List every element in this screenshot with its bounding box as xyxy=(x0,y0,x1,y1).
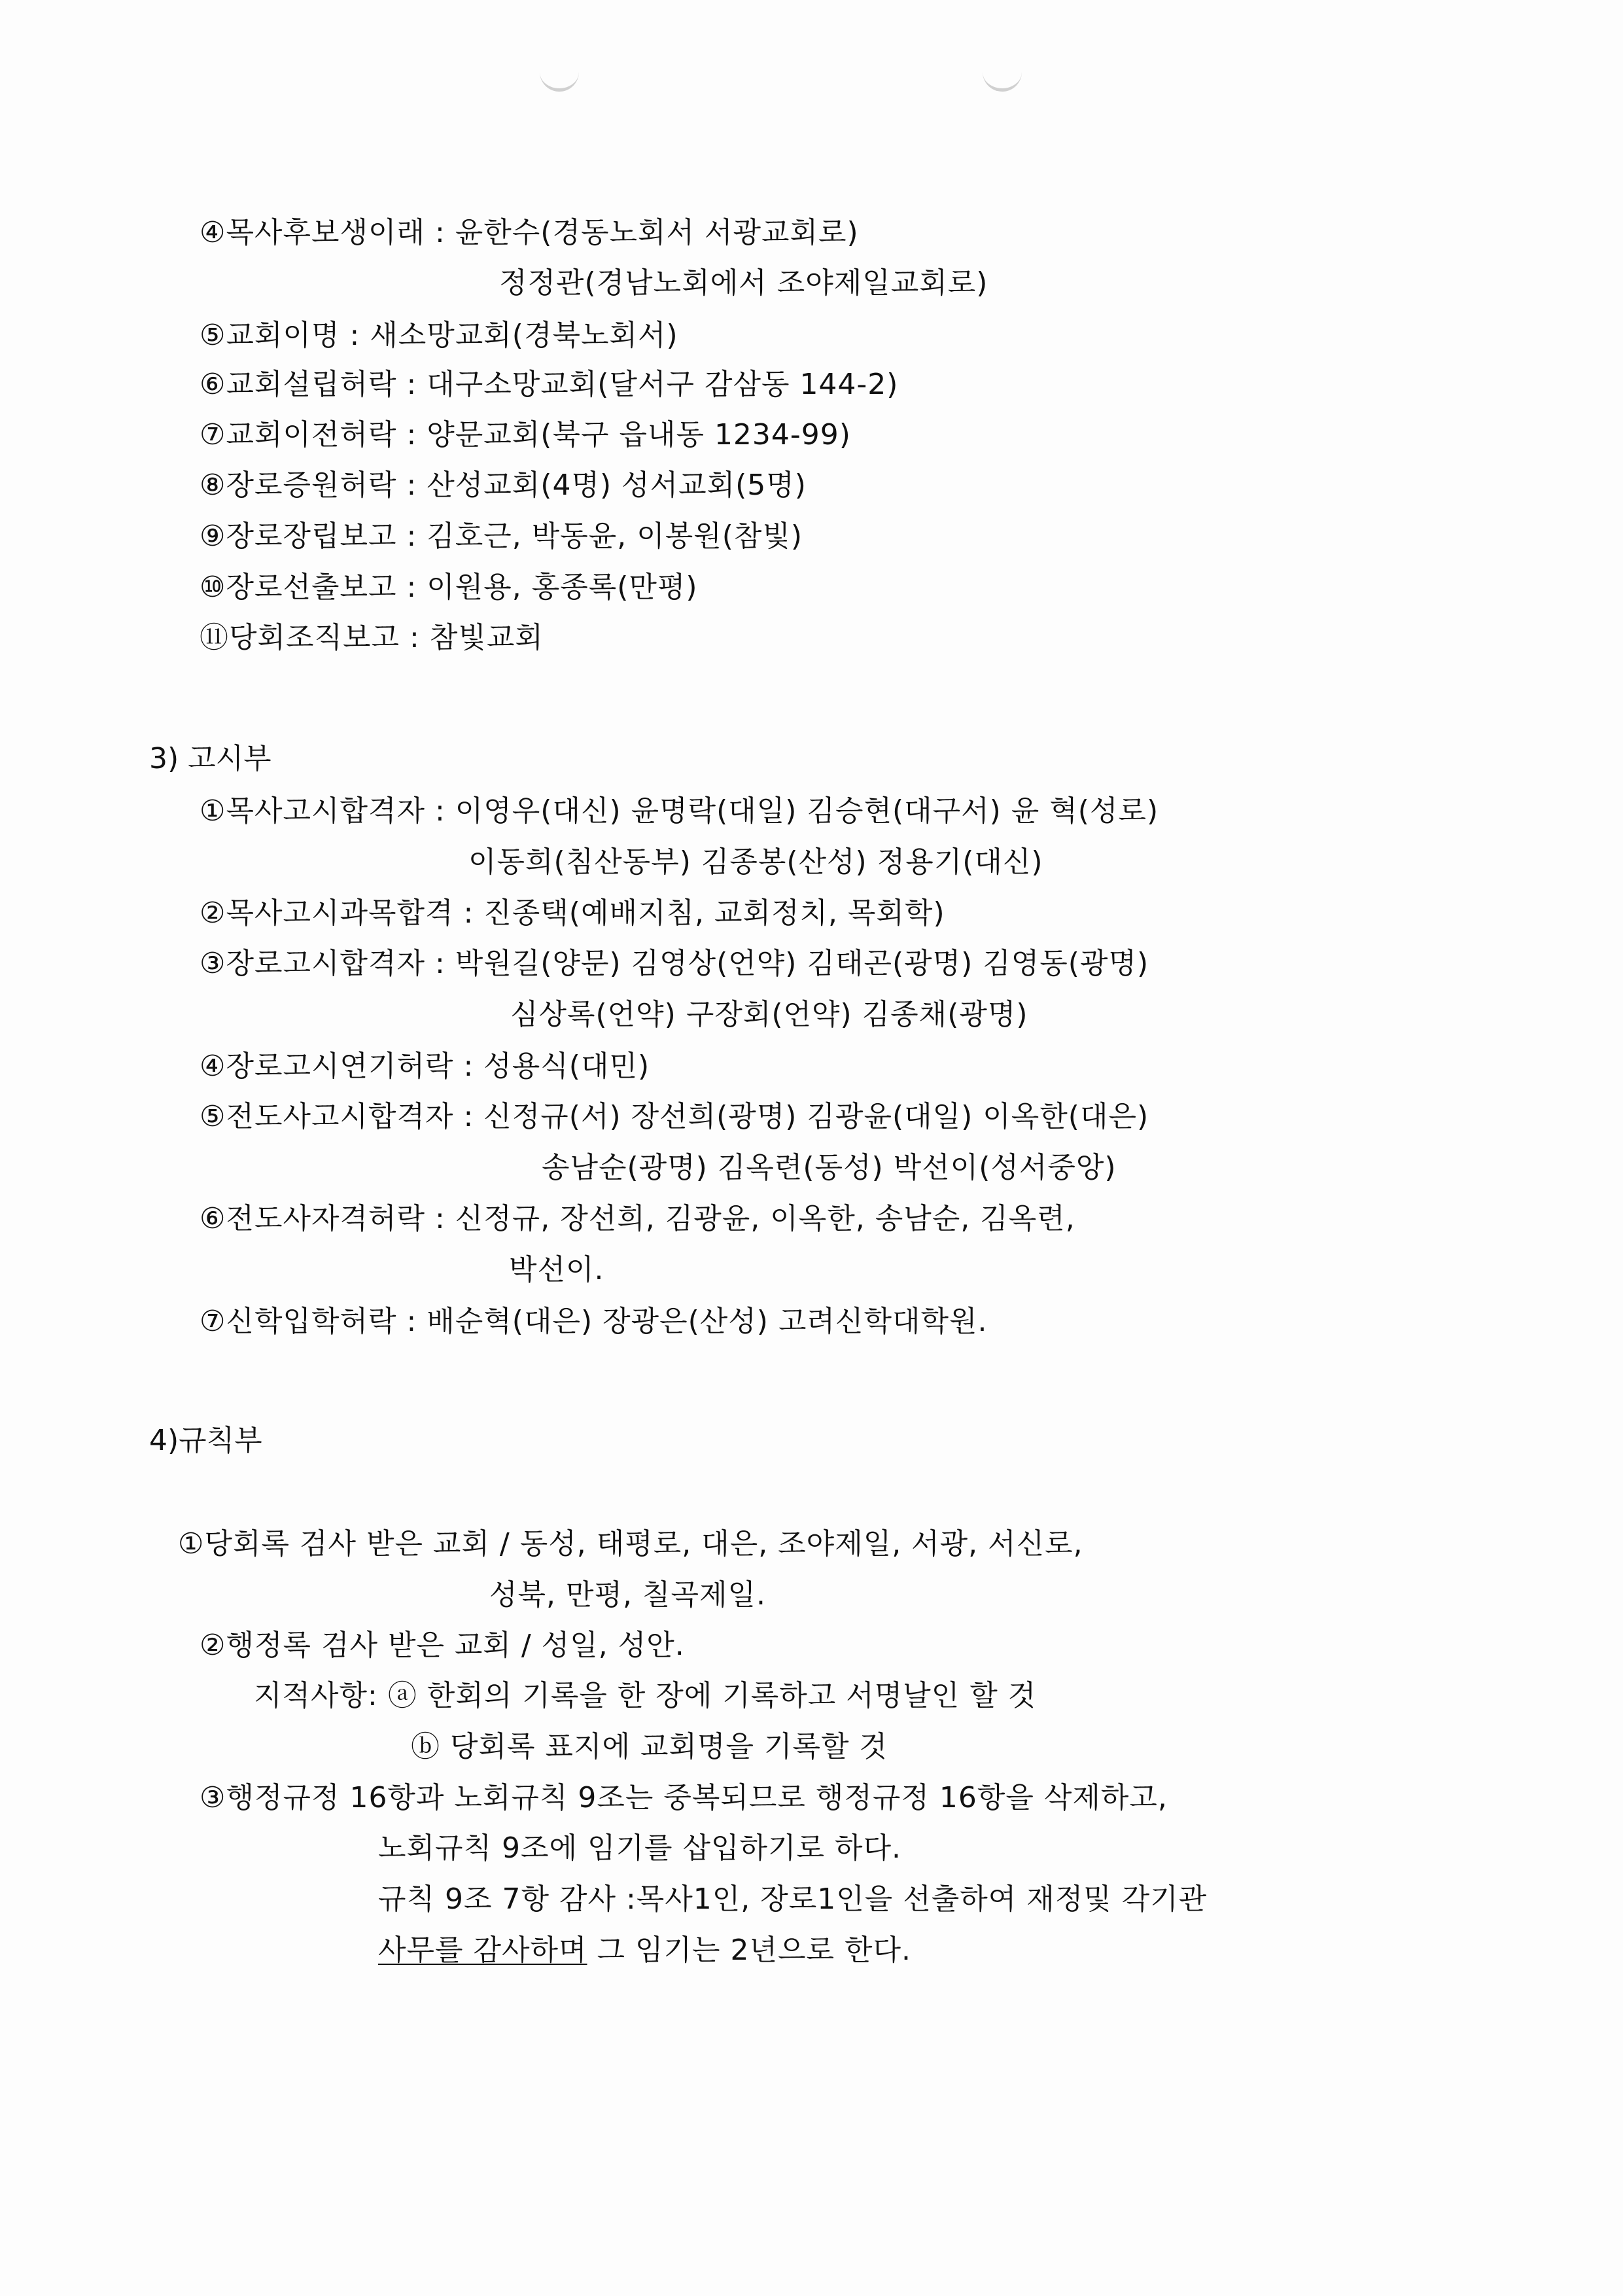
item-pastor-exam-passed: ①목사고시합격자 : 이영우(대신) 윤명락(대일) 김승현(대구서) 윤 혁(성로) xyxy=(200,794,1159,828)
section-heading-exam: 3) 고시부 xyxy=(149,742,271,775)
item-seminary-admission: ⑦신학입학허락 : 배순혁(대은) 장광은(산성) 고려신학대학원. xyxy=(200,1305,988,1338)
section-heading-rules: 4)규칙부 xyxy=(149,1424,262,1457)
punch-hole-mark xyxy=(983,62,1022,92)
item-session-record-inspection: ①당회록 검사 받은 교회 / 동성, 태평로, 대은, 조야제일, 서광, 서신로, xyxy=(178,1527,1083,1561)
item-pastor-exam-passed-cont: 이동희(침산동부) 김종봉(산성) 정용기(대신) xyxy=(468,845,1043,879)
punch-hole-mark xyxy=(540,62,579,92)
item-candidate-transfer: ④목사후보생이래 : 윤한수(경동노회서 서광교회로) xyxy=(200,216,859,249)
item-evangelist-qualification-cont: 박선이. xyxy=(509,1253,604,1286)
item-rule-amendment-cont2: 규칙 9조 7항 감사 :목사1인, 장로1인을 선출하여 재정및 각기관 xyxy=(378,1882,1208,1916)
item-evangelist-exam-passed-cont: 송남순(광명) 김옥련(동성) 박선이(성서중앙) xyxy=(542,1151,1117,1184)
item-church-transfer: ⑤교회이명 : 새소망교회(경북노회서) xyxy=(200,319,678,352)
item-candidate-transfer-cont: 정정관(경남노회에서 조야제일교회로) xyxy=(499,266,988,300)
item-elder-election: ⑩장로선출보고 : 이원용, 홍종록(만평) xyxy=(200,571,698,604)
item-remark-a: 지적사항: ⓐ 한회의 기록을 한 장에 기록하고 서명날인 할 것 xyxy=(254,1679,1037,1712)
phrase-rest: 그 임기는 2년으로 한다. xyxy=(587,1934,911,1967)
underlined-phrase: 사무를 감사하며 xyxy=(378,1934,587,1967)
item-remark-b: ⓑ 당회록 표지에 교회명을 기록할 것 xyxy=(411,1730,888,1763)
item-evangelist-exam-passed: ⑤전도사고시합격자 : 신정규(서) 장선희(광명) 김광윤(대일) 이옥한(대은) xyxy=(200,1100,1149,1133)
item-elder-exam-passed-cont: 심상록(언약) 구장회(언약) 김종채(광명) xyxy=(510,998,1028,1031)
item-elder-increase: ⑧장로증원허락 : 산성교회(4명) 성서교회(5명) xyxy=(200,468,807,502)
item-pastor-exam-subjects: ②목사고시과목합격 : 진종택(예배지침, 교회정치, 목회학) xyxy=(200,896,945,930)
item-elder-exam-passed: ③장로고시합격자 : 박원길(양문) 김영상(언약) 김태곤(광명) 김영동(광명) xyxy=(200,947,1149,980)
item-session-organization: ⑪당회조직보고 : 참빛교회 xyxy=(200,621,544,654)
item-rule-amendment-cont1: 노회규칙 9조에 임기를 삽입하기로 하다. xyxy=(378,1831,901,1865)
item-elder-exam-postpone: ④장로고시연기허락 : 성용식(대민) xyxy=(200,1050,650,1083)
item-admin-record-inspection: ②행정록 검사 받은 교회 / 성일, 성안. xyxy=(200,1629,685,1662)
item-elder-ordination: ⑨장로장립보고 : 김호근, 박동윤, 이봉원(참빛) xyxy=(200,520,803,553)
item-church-relocation: ⑦교회이전허락 : 양문교회(북구 읍내동 1234-99) xyxy=(200,418,851,451)
item-rule-amendment: ③행정규정 16항과 노회규칙 9조는 중복되므로 행정규정 16항을 삭제하고, xyxy=(200,1781,1168,1814)
item-session-record-inspection-cont: 성북, 만평, 칠곡제일. xyxy=(489,1578,766,1612)
item-evangelist-qualification: ⑥전도사자격허락 : 신정규, 장선희, 김광윤, 이옥한, 송남순, 김옥련, xyxy=(200,1202,1075,1235)
item-rule-amendment-cont3 xyxy=(378,1931,911,1970)
item-church-establishment: ⑥교회설립허락 : 대구소망교회(달서구 감삼동 144-2) xyxy=(200,368,899,401)
